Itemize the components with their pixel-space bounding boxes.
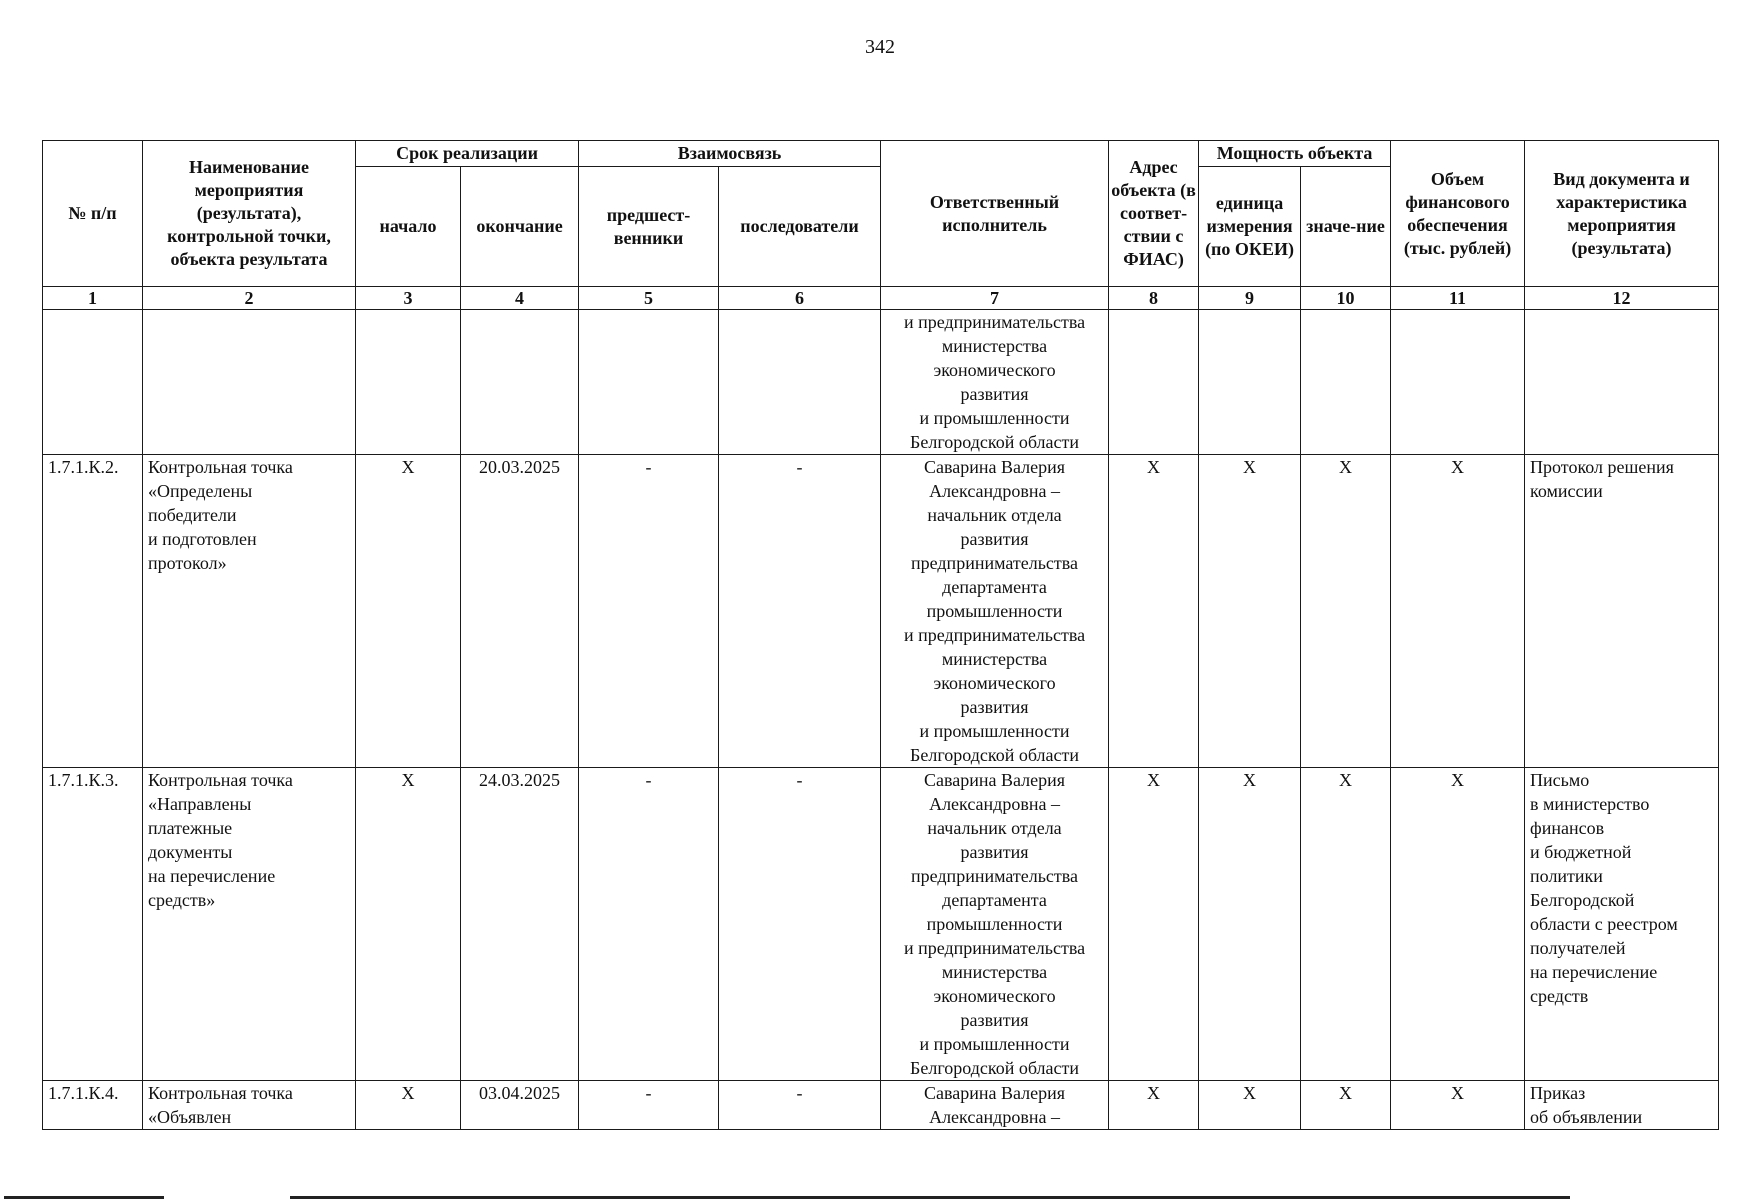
row-finance: [1391, 310, 1525, 455]
row-successors: [719, 310, 881, 455]
header-capacity: Мощность объекта: [1199, 141, 1391, 167]
column-number: 11: [1391, 287, 1525, 310]
header-doc-type: Вид документа и характеристика мероприятия (результата): [1525, 141, 1719, 287]
row-responsible: Саварина Валерия Александровна – начальник отдела развития предпринимательства департамента промышленности и предпринимательства министерства экономического развития и промышленности Белгородской области: [881, 455, 1109, 768]
row-name: Контрольная точка «Направлены платежные документы на перечисление средств»: [143, 768, 356, 1081]
row-number: [43, 310, 143, 455]
header-term-end: окончание: [461, 167, 579, 287]
column-number: 4: [461, 287, 579, 310]
row-finance: X: [1391, 455, 1525, 768]
column-number-row: [43, 287, 1719, 310]
table-row: [43, 310, 1719, 455]
row-predecessors: -: [579, 768, 719, 1081]
row-finance: X: [1391, 1081, 1525, 1130]
row-end: 03.04.2025: [461, 1081, 579, 1130]
header-term-start: начало: [356, 167, 461, 287]
row-end: 24.03.2025: [461, 768, 579, 1081]
header-unit: единица измерения (по ОКЕИ): [1199, 167, 1301, 287]
table-row: [43, 1081, 1719, 1130]
column-number: 6: [719, 287, 881, 310]
bottom-rule: [290, 1196, 1570, 1199]
row-predecessors: -: [579, 455, 719, 768]
column-number: 10: [1301, 287, 1391, 310]
row-start: [356, 310, 461, 455]
table-row: [43, 455, 1719, 768]
column-number: 3: [356, 287, 461, 310]
row-successors: -: [719, 455, 881, 768]
row-value: X: [1301, 768, 1391, 1081]
header-responsible: Ответственный исполнитель: [881, 141, 1109, 287]
row-address: X: [1109, 768, 1199, 1081]
row-unit: X: [1199, 1081, 1301, 1130]
page-number: 342: [865, 36, 895, 58]
row-end: 20.03.2025: [461, 455, 579, 768]
row-start: X: [356, 768, 461, 1081]
row-doc-type: Письмо в министерство финансов и бюджетной политики Белгородской области с реестром получателей на перечисление средств: [1525, 768, 1719, 1081]
row-doc-type: [1525, 310, 1719, 455]
row-doc-type: Протокол решения комиссии: [1525, 455, 1719, 768]
row-value: [1301, 310, 1391, 455]
row-finance: X: [1391, 768, 1525, 1081]
row-start: X: [356, 1081, 461, 1130]
table-row: [43, 768, 1719, 1081]
row-predecessors: [579, 310, 719, 455]
header-address: Адрес объекта (в соответ-ствии с ФИАС): [1109, 141, 1199, 287]
row-address: [1109, 310, 1199, 455]
header-term: Срок реализации: [356, 141, 579, 167]
row-start: X: [356, 455, 461, 768]
row-number: 1.7.1.К.4.: [43, 1081, 143, 1130]
row-unit: [1199, 310, 1301, 455]
row-address: X: [1109, 1081, 1199, 1130]
header-finance: Объем финансового обеспечения (тыс. рублей): [1391, 141, 1525, 287]
column-number: 1: [43, 287, 143, 310]
header-successors: последователи: [719, 167, 881, 287]
row-address: X: [1109, 455, 1199, 768]
row-name: Контрольная точка «Объявлен: [143, 1081, 356, 1130]
column-number: 12: [1525, 287, 1719, 310]
header-name: Наименование мероприятия (результата), контрольной точки, объекта результата: [143, 141, 356, 287]
column-number: 9: [1199, 287, 1301, 310]
column-number: 2: [143, 287, 356, 310]
row-responsible: Саварина Валерия Александровна – начальник отдела развития предпринимательства департамента промышленности и предпринимательства министерства экономического развития и промышленности Белгородской области: [881, 768, 1109, 1081]
header-predecessors: предшест-венники: [579, 167, 719, 287]
row-number: 1.7.1.К.3.: [43, 768, 143, 1081]
bottom-rule: [4, 1196, 164, 1199]
row-value: X: [1301, 455, 1391, 768]
row-responsible: Саварина Валерия Александровна –: [881, 1081, 1109, 1130]
row-successors: -: [719, 768, 881, 1081]
row-number: 1.7.1.К.2.: [43, 455, 143, 768]
row-name: Контрольная точка «Определены победители и подготовлен протокол»: [143, 455, 356, 768]
activities-table: [42, 140, 1719, 1130]
row-unit: X: [1199, 455, 1301, 768]
row-name: [143, 310, 356, 455]
row-responsible: и предпринимательства министерства экономического развития и промышленности Белгородской области: [881, 310, 1109, 455]
row-doc-type: Приказ об объявлении: [1525, 1081, 1719, 1130]
column-number: 5: [579, 287, 719, 310]
row-predecessors: -: [579, 1081, 719, 1130]
column-number: 8: [1109, 287, 1199, 310]
column-number: 7: [881, 287, 1109, 310]
row-value: X: [1301, 1081, 1391, 1130]
row-unit: X: [1199, 768, 1301, 1081]
row-end: [461, 310, 579, 455]
header-link: Взаимосвязь: [579, 141, 881, 167]
row-successors: -: [719, 1081, 881, 1130]
header-value: значе-ние: [1301, 167, 1391, 287]
header-num: № п/п: [43, 141, 143, 287]
